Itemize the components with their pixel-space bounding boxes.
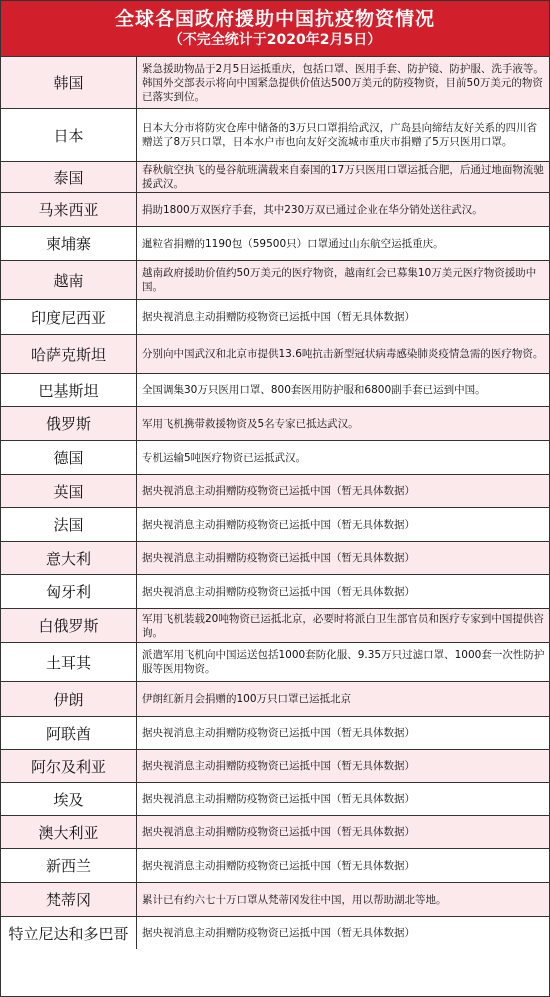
description-cell: 据央视消息主动捐赠防疫物资已运抵中国（暂无具体数据）: [142, 826, 415, 838]
country-cell: 德国: [1, 441, 137, 474]
description-cell: 日本大分市将防灾仓库中储备的3万只口罩捐给武汉，广岛县向缔结友好关系的四川省赠送了8万只口罩，日本水户市也向友好交流城市重庆市捐赠了5万只医用口罩。: [142, 122, 538, 148]
description-cell: 军用飞机携带救援物资及5名专家已抵达武汉。: [142, 417, 359, 430]
country-cell: 英国: [1, 475, 137, 507]
country-cell: 梵蒂冈: [1, 883, 137, 916]
country-cell: 阿联酋: [1, 717, 137, 749]
table-row: [1, 717, 549, 750]
country-cell: 泰国: [1, 162, 137, 192]
table-row: [1, 816, 549, 849]
description-cell: 紧急援助物品于2月5日运抵重庆，包括口罩、医用手套、防护镜、防护服、洗手液等。韩国外交部表示将向中国紧急提供价值达500万美元的防疫物资，目前50万美元的物资已落实到位。: [142, 62, 544, 103]
country-cell: 白俄罗斯: [1, 609, 137, 642]
description-cell: 据央视消息主动捐赠防疫物资已运抵中国（暂无具体数据）: [142, 518, 415, 531]
country-cell: 巴基斯坦: [1, 374, 137, 406]
description-cell: 据央视消息主动捐赠防疫物资已运抵中国（暂无具体数据）: [142, 760, 415, 772]
description-cell: 累计已有约六七十万口罩从梵蒂冈发往中国，用以帮助湖北等地。: [142, 893, 447, 906]
table-row: [1, 609, 549, 643]
country-cell: 土耳其: [1, 643, 137, 681]
table-row: [1, 300, 549, 335]
country-cell: 印度尼西亚: [1, 300, 137, 334]
table-row: [1, 227, 549, 261]
table-row: [1, 193, 549, 227]
description-cell: 据央视消息主动捐赠防疫物资已运抵中国（暂无具体数据）: [142, 793, 415, 805]
country-cell: 意大利: [1, 542, 137, 574]
table-row: [1, 335, 549, 374]
description-cell: 暹粒省捐赠的1190包（59500只）口罩通过山东航空运抵重庆。: [142, 237, 444, 250]
country-cell: 俄罗斯: [1, 407, 137, 440]
table-row: [1, 643, 549, 682]
page-subtitle: （不完全统计于2020年2月5日）: [168, 32, 382, 48]
country-cell: 越南: [1, 261, 137, 299]
description-cell: 据央视消息主动捐赠防疫物资已运抵中国（暂无具体数据）: [142, 552, 415, 564]
table-row: [1, 917, 549, 949]
description-cell: 分别向中国武汉和北京市提供13.6吨抗击新型冠状病毒感染肺炎疫情急需的医疗物资。: [142, 348, 544, 360]
description-cell: 越南政府援助价值约50万美元的医疗物资，越南红会已募集10万美元医疗物资援助中国。: [142, 267, 537, 293]
description-cell: 据央视消息主动捐赠防疫物资已运抵中国（暂无具体数据）: [142, 927, 415, 939]
country-cell: 新西兰: [1, 849, 137, 882]
description-cell: 据央视消息主动捐赠防疫物资已运抵中国（暂无具体数据）: [142, 311, 415, 323]
table-row: [1, 475, 549, 508]
country-cell: 日本: [1, 109, 137, 161]
table-row: [1, 883, 549, 917]
table-row: [1, 441, 549, 475]
country-cell: 伊朗: [1, 682, 137, 716]
description-cell: 专机运输5吨医疗物资已运抵武汉。: [142, 451, 307, 464]
country-cell: 埃及: [1, 783, 137, 815]
description-cell: 全国调集30万只医用口罩、800套医用防护服和6800副手套已运到中国。: [142, 384, 486, 396]
description-cell: 春秋航空执飞的曼谷航班满载来自泰国的17万只医用口罩运抵合肥，后通过地面物流驰援武汉。: [142, 164, 544, 190]
page-title: 全球各国政府援助中国抗疫物资情况: [114, 8, 435, 30]
country-cell: 法国: [1, 508, 137, 541]
table-row: [1, 750, 549, 783]
country-cell: 特立尼达和多巴哥: [1, 917, 137, 949]
table-row: [1, 575, 549, 609]
description-cell: 据央视消息主动捐赠防疫物资已运抵中国（暂无具体数据）: [142, 485, 415, 497]
table-row: [1, 162, 549, 193]
country-cell: 柬埔寨: [1, 227, 137, 260]
table-row: [1, 374, 549, 407]
table-body: [1, 57, 549, 996]
table-row: [1, 261, 549, 300]
country-cell: 澳大利亚: [1, 816, 137, 848]
table-row: [1, 542, 549, 575]
country-cell: 阿尔及利亚: [1, 750, 137, 782]
description-cell: 派遣军用飞机向中国运送包括1000套防化服、9.35万只过滤口罩、1000套一次性防护服等医用物资。: [142, 649, 545, 675]
table-row: [1, 407, 549, 441]
table-row: [1, 109, 549, 162]
country-cell: 马来西亚: [1, 193, 137, 226]
table-row: [1, 849, 549, 883]
description-cell: 据央视消息主动捐赠防疫物资已运抵中国（暂无具体数据）: [142, 585, 415, 598]
table-row: [1, 508, 549, 542]
table-row: [1, 783, 549, 816]
description-cell: 军用飞机装载20吨物资已运抵北京，必要时将派白卫生部官员和医疗专家到中国提供咨询。: [142, 612, 544, 639]
table-row: [1, 682, 549, 717]
table-header: [1, 1, 549, 57]
description-cell: 捐助1800万双医疗手套，其中230万双已通过企业在华分销处送往武汉。: [142, 203, 483, 216]
description-cell: 据央视消息主动捐赠防疫物资已运抵中国（暂无具体数据）: [142, 727, 415, 739]
table-row: [1, 57, 549, 109]
country-cell: 哈萨克斯坦: [1, 335, 137, 373]
country-cell: 匈牙利: [1, 575, 137, 608]
description-cell: 据央视消息主动捐赠防疫物资已运抵中国（暂无具体数据）: [142, 859, 415, 872]
country-cell: 韩国: [1, 57, 137, 108]
description-cell: 伊朗红新月会捐赠的100万只口罩已运抵北京: [142, 693, 352, 705]
